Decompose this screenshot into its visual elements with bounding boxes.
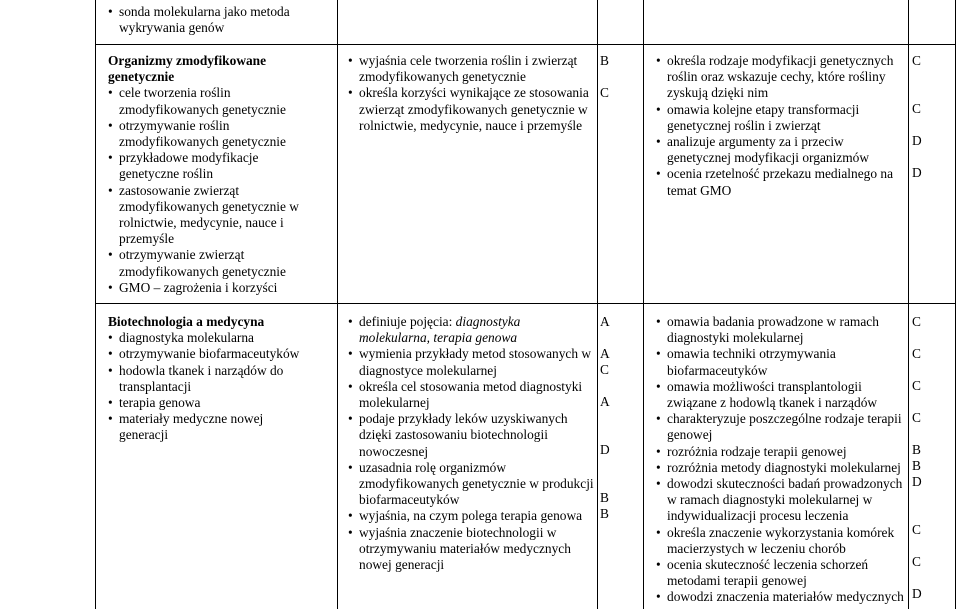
requirement-item: • podaje przykłady leków uzyskiwanych dzięki zastosowaniu biotechnologii nowoczesnej <box>348 411 594 460</box>
requirement-item: • charakteryzuje poszczególne rodzaje terapii genowej <box>656 411 908 443</box>
level-badge: A <box>600 314 610 329</box>
topic-item: • hodowla tkanek i narządów do transplantacji <box>108 363 304 395</box>
level-badge: C <box>600 362 609 377</box>
level-badge: B <box>912 442 921 457</box>
requirement-item: • omawia badania prowadzone w ramach diagnostyki molekularnej <box>656 314 908 346</box>
level-badge: D <box>912 133 922 148</box>
requirement-item: • ocenia rzetelność przekazu medialnego na temat GMO <box>656 166 908 198</box>
level-badge: D <box>912 474 922 489</box>
level-badge: D <box>912 165 922 180</box>
column-divider <box>643 0 644 609</box>
level-badge: B <box>600 490 609 505</box>
topic-item: • cele tworzenia roślin zmodyfikowanych genetycznie <box>108 85 304 117</box>
requirement-item: • wyjaśnia, na czym polega terapia genowa <box>348 508 594 524</box>
topic-item: • otrzymywanie biofarmaceutyków <box>108 346 304 362</box>
row-divider <box>95 303 956 304</box>
section1-extended-requirements <box>656 53 908 199</box>
level-badge: C <box>912 554 921 569</box>
topic-item: • materiały medyczne nowej generacji <box>108 411 304 443</box>
level-badge: B <box>600 506 609 521</box>
requirement-terms: diagnostyka molekularna, terapia genowa <box>359 314 521 346</box>
requirement-prefix: definiuje pojęcia: <box>359 314 456 329</box>
topic-item: • terapia genowa <box>108 395 304 411</box>
level-badge: C <box>912 378 921 393</box>
level-badge: A <box>600 346 610 361</box>
table-border-left <box>95 0 96 609</box>
topic-item: • zastosowanie zwierząt zmodyfikowanych genetycznie w rolnictwie, medycynie, nauce i przemyśle <box>108 183 304 248</box>
requirement-item: • omawia możliwości transplantologii związane z hodowlą tkanek i narządów <box>656 379 908 411</box>
requirement-item: • omawia kolejne etapy transformacji genetycznej roślin i zwierząt <box>656 102 908 134</box>
section-title: Biotechnologia a medycyna <box>108 314 265 329</box>
requirement-item: • ocenia skuteczność leczenia schorzeń metodami terapii genowej <box>656 557 908 589</box>
requirement-item: • analizuje argumenty za i przeciw genetycznej modyfikacji organizmów <box>656 134 908 166</box>
requirement-item: • wyjaśnia cele tworzenia roślin i zwierząt zmodyfikowanych genetycznie <box>348 53 594 85</box>
level-badge: C <box>912 522 921 537</box>
level-badge: C <box>912 346 921 361</box>
level-badge: C <box>600 85 609 100</box>
section2-extended-requirements <box>656 314 908 606</box>
requirement-item: • określa znaczenie wykorzystania komórek macierzystych w leczeniu chorób <box>656 525 908 557</box>
requirement-item: • uzasadnia rolę organizmów zmodyfikowanych genetycznie w produkcji biofarmaceutyków <box>348 460 594 509</box>
requirement-item: • określa korzyści wynikające ze stosowania zwierząt zmodyfikowanych genetycznie w rolnictwie, medycynie, nauce i przemyśle <box>348 85 594 134</box>
section2-topics <box>108 314 304 444</box>
topic-item: • sonda molekularna jako metoda wykrywania genów <box>108 4 304 36</box>
level-badge: D <box>912 586 922 601</box>
column-divider <box>337 0 338 609</box>
column-divider <box>597 0 598 609</box>
level-badge: B <box>600 53 609 68</box>
requirement-item: • określa rodzaje modyfikacji genetycznych roślin oraz wskazuje cechy, które rośliny zyskują dzięki nim <box>656 53 908 102</box>
topic-item: • GMO – zagrożenia i korzyści <box>108 280 304 296</box>
requirement-item: • omawia techniki otrzymywania biofarmaceutyków <box>656 346 908 378</box>
requirement-item: • dowodzi znaczenia materiałów medycznych <box>656 589 908 605</box>
section2-extended-levels <box>912 314 952 602</box>
level-badge: D <box>600 442 610 457</box>
section1-basic-requirements <box>348 53 594 134</box>
table-border-right <box>955 0 956 609</box>
row-divider <box>95 44 956 45</box>
requirement-item: • dowodzi skuteczności badań prowadzonych w ramach diagnostyki molekularnej w indywidualizacji procesu leczenia <box>656 476 908 525</box>
topic-item: • diagnostyka molekularna <box>108 330 304 346</box>
requirement-item <box>348 314 594 346</box>
topic-item: • otrzymywanie roślin zmodyfikowanych genetycznie <box>108 118 304 150</box>
section-title: Organizmy zmodyfikowane genetycznie <box>108 53 267 85</box>
section1-extended-levels <box>912 53 952 181</box>
level-badge: C <box>912 101 921 116</box>
level-badge: A <box>600 394 610 409</box>
requirement-item: • określa cel stosowania metod diagnostyki molekularnej <box>348 379 594 411</box>
section2-basic-requirements <box>348 314 594 573</box>
level-badge: C <box>912 53 921 68</box>
section1-topics <box>108 53 304 296</box>
requirement-item: • rozróżnia rodzaje terapii genowej <box>656 444 908 460</box>
requirement-item: • rozróżnia metody diagnostyki molekularnej <box>656 460 908 476</box>
level-badge: B <box>912 458 921 473</box>
section0-topics <box>108 4 304 36</box>
level-badge: C <box>912 410 921 425</box>
topic-item: • przykładowe modyfikacje genetyczne roślin <box>108 150 304 182</box>
section2-basic-levels <box>600 314 630 522</box>
level-badge: C <box>912 314 921 329</box>
column-divider <box>908 0 909 609</box>
topic-item: • otrzymywanie zwierząt zmodyfikowanych genetycznie <box>108 247 304 279</box>
requirement-item: • wymienia przykłady metod stosowanych w diagnostyce molekularnej <box>348 346 594 378</box>
requirement-item: • wyjaśnia znaczenie biotechnologii w otrzymywaniu materiałów medycznych nowej generacji <box>348 525 594 574</box>
section1-basic-levels <box>600 53 630 101</box>
